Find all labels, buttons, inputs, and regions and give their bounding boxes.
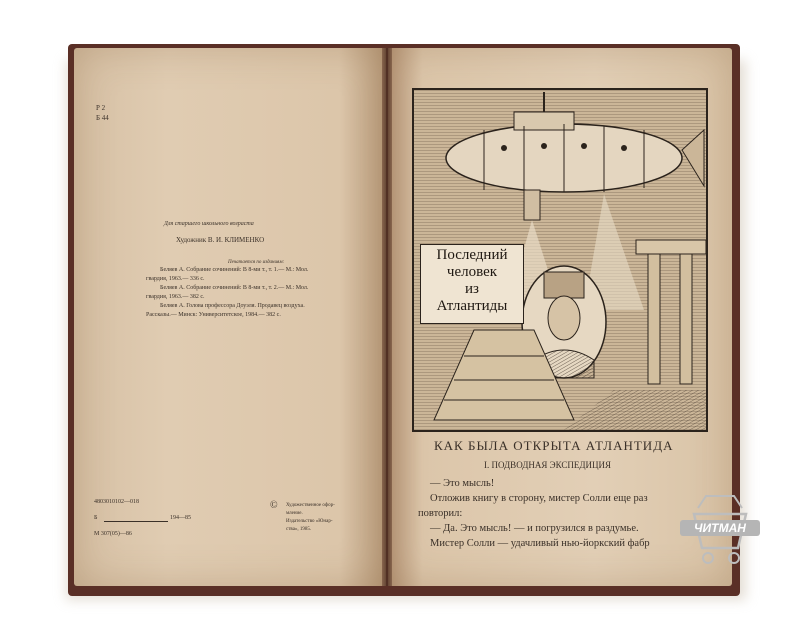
copyright-symbol: © bbox=[270, 500, 278, 511]
copyright-line: Художественное офор- bbox=[286, 503, 335, 508]
copyright-line: ства», 1985. bbox=[286, 527, 312, 532]
source-line: Рассказы.— Минск: Университетское, 1984.— 382 с. bbox=[146, 312, 281, 318]
paragraph-line: повторил: bbox=[418, 508, 463, 519]
b-line-rule bbox=[104, 521, 168, 522]
shop-watermark-logo bbox=[684, 490, 756, 570]
frontispiece-illustration bbox=[412, 88, 708, 432]
title-line: человек bbox=[446, 264, 498, 280]
illustrator-credit: Художник В. И. КЛИМЕНКО bbox=[176, 236, 265, 244]
watermark-text: ЧИТМАН bbox=[680, 520, 760, 536]
chapter-title: КАК БЫЛА ОТКРЫТА АТЛАНТИДА bbox=[434, 438, 674, 453]
b-code: 194—85 bbox=[170, 515, 191, 521]
paragraph-line: — Это мысль! bbox=[430, 478, 495, 489]
section-title: I. ПОДВОДНАЯ ЭКСПЕДИЦИЯ bbox=[484, 460, 611, 470]
paragraph-line: Отложив книгу в сторону, мистер Солли еще раз bbox=[430, 493, 648, 504]
m-line: М 307(05)—86 bbox=[94, 531, 132, 537]
print-note: Печатается по изданиям: bbox=[228, 260, 285, 265]
b-line: Б bbox=[94, 515, 98, 521]
title-line: Последний bbox=[436, 247, 508, 263]
paragraph-line: Мистер Солли — удачливый нью-йоркский фабр bbox=[430, 538, 650, 549]
book-title-plaque bbox=[420, 244, 524, 324]
source-line: Беляев А. Голова профессора Доуэля. Продавец воздуха. bbox=[160, 303, 305, 309]
copyright-line: Издательство «Юнар- bbox=[286, 519, 333, 524]
paragraph-line: — Да. Это мысль! — и погрузился в раздумье. bbox=[430, 523, 639, 534]
source-line: Беляев А. Собрание сочинений: В 8-ми т., т. 1.— М.: Мол. bbox=[160, 267, 309, 273]
source-line: гвардия, 1963.— 336 с. bbox=[146, 276, 205, 282]
body-text bbox=[418, 476, 718, 551]
source-line: Беляев А. Собрание сочинений: В 8-ми т., т. 2.— М.: Мол. bbox=[160, 285, 309, 291]
isbn-line: 4803010102—018 bbox=[94, 499, 139, 505]
library-code-bottom: Б 44 bbox=[96, 114, 109, 122]
copyright-block bbox=[286, 502, 335, 534]
copyright-line: мление. bbox=[286, 511, 303, 516]
title-line: Атлантиды bbox=[436, 298, 508, 314]
source-line: гвардия, 1963.— 382 с. bbox=[146, 294, 205, 300]
book-spine-gutter bbox=[382, 48, 392, 586]
sources-list bbox=[146, 266, 309, 320]
title-line: из bbox=[465, 281, 479, 297]
library-code-top: Р 2 bbox=[96, 104, 106, 112]
audience-note: Для старшего школьного возраста bbox=[164, 221, 254, 227]
